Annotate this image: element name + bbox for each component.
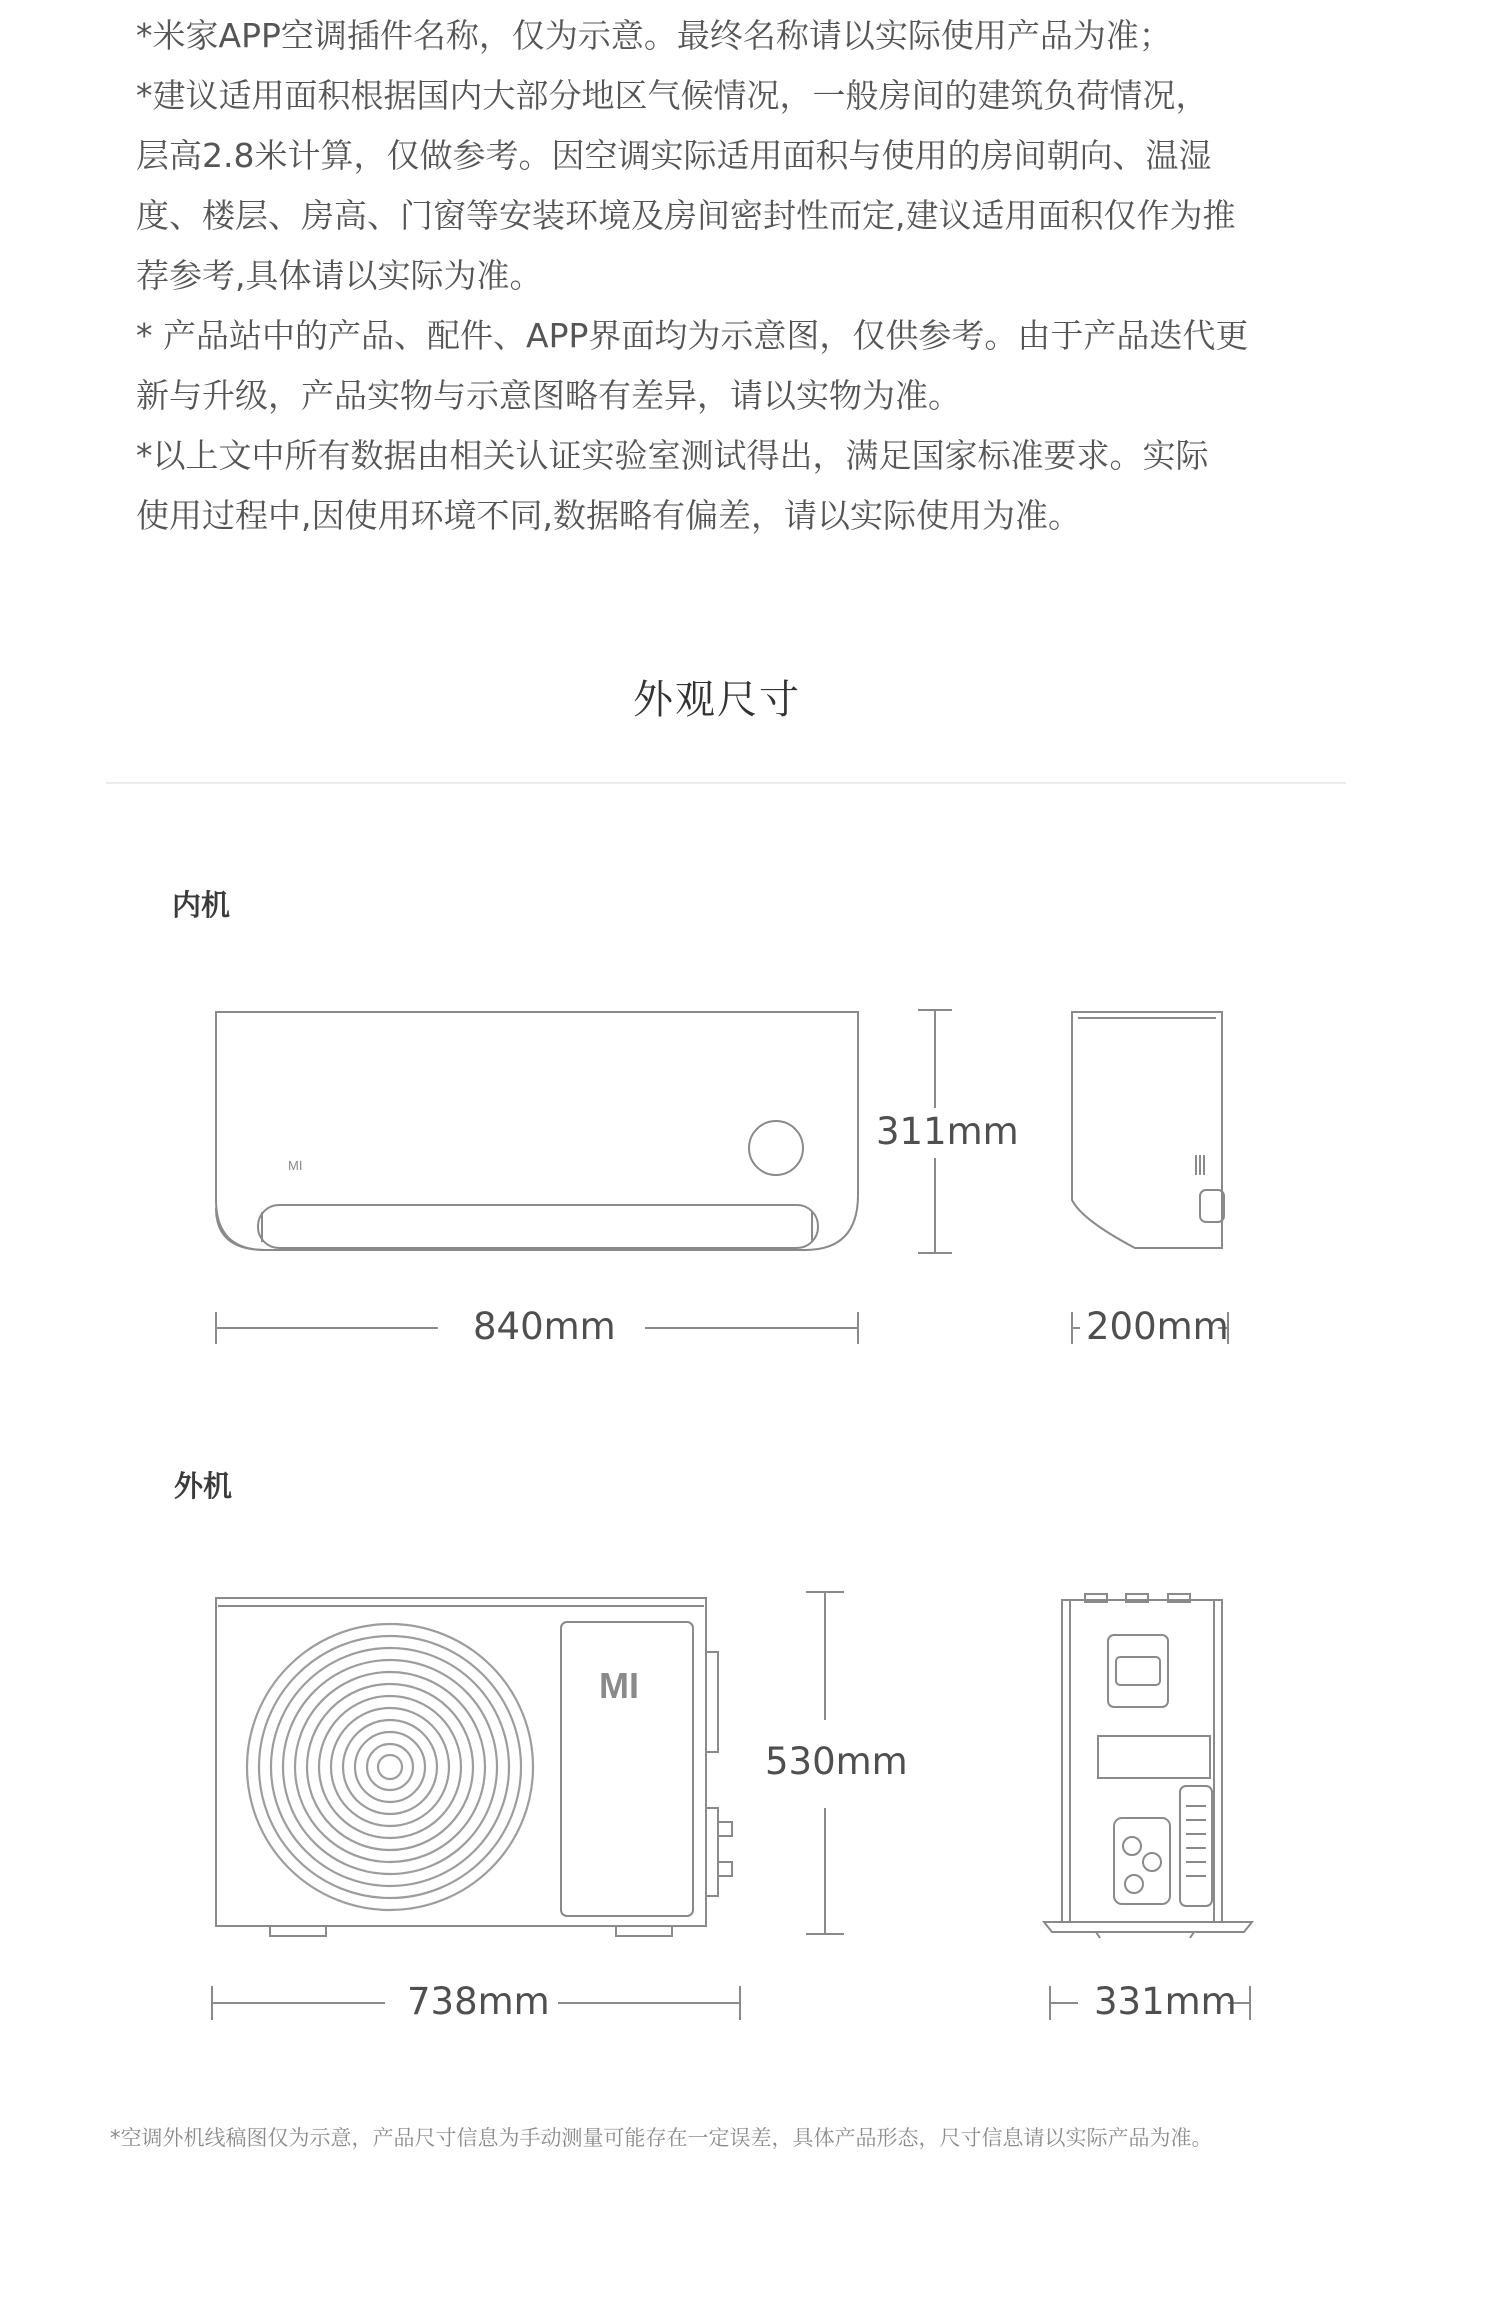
note-line: *以上文中所有数据由相关认证实验室测试得出，满足国家标准要求。实际 bbox=[136, 436, 1209, 475]
indoor-logo: MI bbox=[288, 1158, 303, 1173]
outdoor-unit-front-drawing bbox=[216, 1598, 732, 1936]
outdoor-height-value: 530mm bbox=[765, 1740, 908, 1783]
footnote: *空调外机线稿图仅为示意，产品尺寸信息为手动测量可能存在一定误差，具体产品形态，尺寸信息请以实际产品为准。 bbox=[110, 2126, 1213, 2150]
indoor-width-value: 840mm bbox=[473, 1305, 616, 1348]
indoor-height-value: 311mm bbox=[876, 1110, 1019, 1153]
outdoor-logo: MI bbox=[599, 1665, 639, 1706]
note-line: 荐参考,具体请以实际为准。 bbox=[136, 256, 543, 295]
note-line: *建议适用面积根据国内大部分地区气候情况，一般房间的建筑负荷情况， bbox=[136, 76, 1209, 115]
outdoor-width-value: 738mm bbox=[407, 1980, 550, 2023]
outdoor-unit-label: 外机 bbox=[174, 1469, 233, 1503]
note-line: 使用过程中,因使用环境不同,数据略有偏差，请以实际使用为准。 bbox=[136, 496, 1081, 535]
indoor-depth-value: 200mm bbox=[1086, 1305, 1229, 1348]
indoor-unit-side-drawing bbox=[1072, 1012, 1224, 1248]
indoor-unit-label: 内机 bbox=[172, 888, 231, 922]
fan-grille bbox=[247, 1624, 533, 1910]
note-line: 层高2.8米计算，仅做参考。因空调实际适用面积与使用的房间朝向、温湿 bbox=[136, 136, 1212, 175]
outdoor-unit-side-drawing bbox=[1044, 1594, 1252, 1938]
note-line: 新与升级，产品实物与示意图略有差异，请以实物为准。 bbox=[136, 376, 961, 415]
outdoor-depth-value: 331mm bbox=[1094, 1980, 1237, 2023]
note-line: * 产品站中的产品、配件、APP界面均为示意图，仅供参考。由于产品迭代更 bbox=[136, 316, 1249, 355]
note-line: 度、楼层、房高、门窗等安装环境及房间密封性而定,建议适用面积仅作为推 bbox=[136, 196, 1236, 235]
section-title: 外观尺寸 bbox=[633, 677, 801, 723]
indoor-unit-front-drawing bbox=[216, 1012, 858, 1250]
note-line: *米家APP空调插件名称，仅为示意。最终名称请以实际使用产品为准； bbox=[136, 16, 1172, 55]
